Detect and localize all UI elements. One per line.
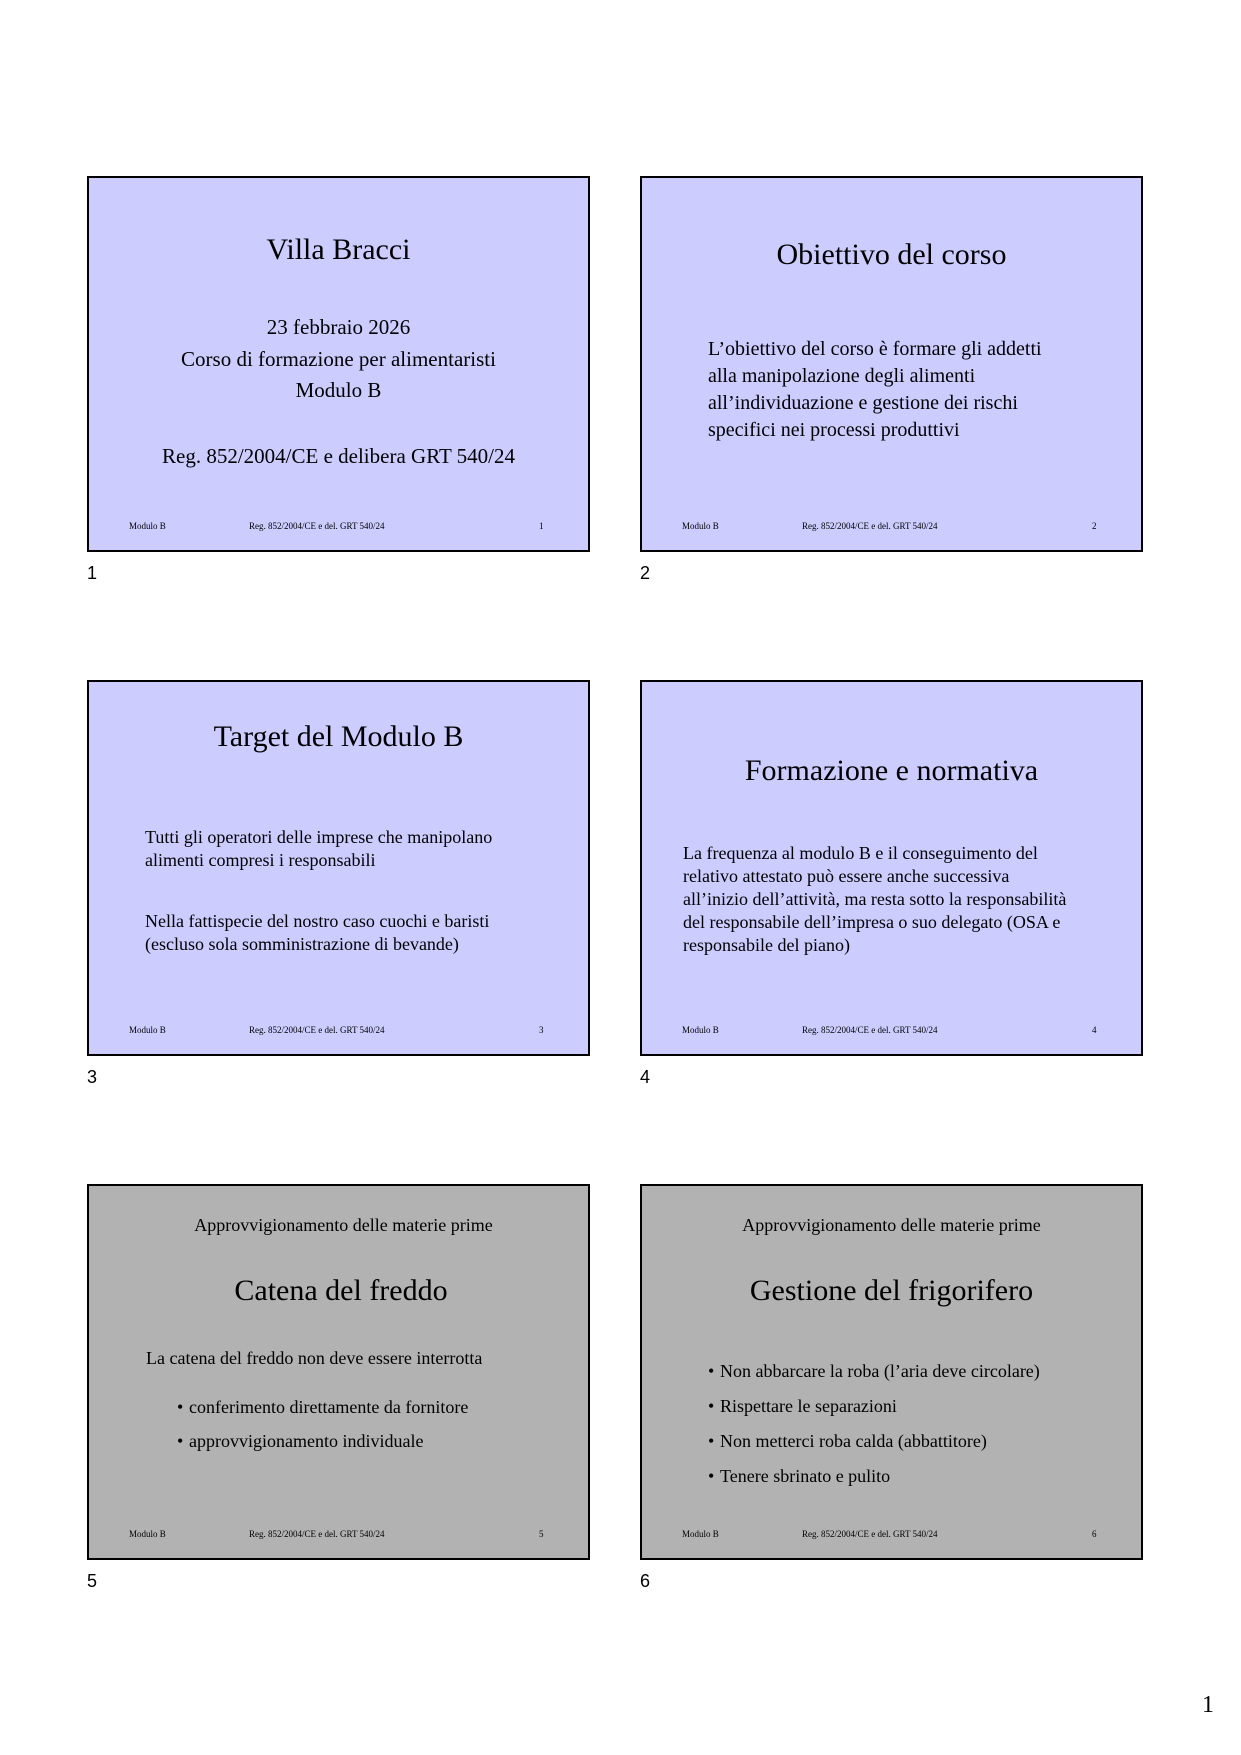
slide-caption: 3 [87,1067,98,1087]
body-line: (escluso sola somministrazione di bevande) [145,934,459,954]
slide-intro: La catena del freddo non deve essere interrotta [146,1348,483,1368]
body-line: all’individuazione e gestione dei rischi [708,392,1018,414]
body-line: Tutti gli operatori delle imprese che manipolano [145,827,493,847]
body-line: La frequenza al modulo B e il conseguimento del [683,843,1038,863]
slide-title: Obiettivo del corso [776,238,1007,271]
footer-center: Reg. 852/2004/CE e del. GRT 540/24 [802,1529,938,1539]
slide-caption: 5 [87,1571,98,1591]
slide-subtitle: Approvvigionamento delle materie prime [194,1215,493,1235]
slide-footer [642,1529,1141,1541]
body-line: all’inizio dell’attività, ma resta sotto la responsabilità [683,889,1067,909]
slide-paragraph [145,826,492,872]
body-line: relativo attestato può essere anche successiva [683,866,1010,886]
slide-body [683,842,1066,957]
slide-1 [87,176,590,552]
footer-left: Modulo B [682,1025,719,1035]
slide-title: Formazione e normativa [744,754,1039,787]
footer-center: Reg. 852/2004/CE e del. GRT 540/24 [802,1025,938,1035]
body-line: alla manipolazione degli alimenti [708,365,976,387]
bullet-item: • conferimento direttamente da fornitore [177,1390,468,1424]
body-line: L’obiettivo del corso è formare gli addetti [708,338,1042,360]
footer-slide-number: 6 [1092,1529,1097,1539]
slide-reference: Reg. 852/2004/CE e delibera GRT 540/24 [162,444,515,468]
slide-footer [642,1025,1141,1037]
body-line: Nella fattispecie del nostro caso cuochi e baristi [145,911,490,931]
footer-slide-number: 4 [1092,1025,1097,1035]
slide-caption: 4 [640,1067,651,1087]
body-line: responsabile del piano) [683,935,850,955]
slide-footer [89,1529,588,1541]
bullet-list [177,1390,468,1458]
slide-paragraph [145,910,489,956]
slide-line: Modulo B [295,378,382,402]
body-line: alimenti compresi i responsabili [145,850,376,870]
bullet-item: • Tenere sbrinato e pulito [708,1459,1040,1494]
footer-slide-number: 5 [539,1529,544,1539]
slide-body [708,336,1042,444]
page-number: 1 [1202,1692,1214,1718]
bullet-item: • approvvigionamento individuale [177,1424,468,1458]
slide-caption: 2 [640,563,651,583]
slide-3 [87,680,590,1056]
footer-left: Modulo B [129,1529,166,1539]
slide-footer [89,521,588,533]
slide-6 [640,1184,1143,1560]
slide-title: Catena del freddo [234,1274,448,1307]
slide-subtitle: Approvvigionamento delle materie prime [742,1215,1041,1235]
footer-center: Reg. 852/2004/CE e del. GRT 540/24 [249,1025,385,1035]
footer-slide-number: 1 [539,521,544,531]
footer-left: Modulo B [129,521,166,531]
bullet-item: • Rispettare le separazioni [708,1389,1040,1424]
slide-line: Corso di formazione per alimentaristi [181,347,496,371]
slide-caption: 1 [87,563,98,583]
slide-title: Villa Bracci [266,233,411,266]
bullet-item: • Non metterci roba calda (abbattitore) [708,1424,1040,1459]
footer-slide-number: 2 [1092,521,1097,531]
slide-line: 23 febbraio 2026 [266,315,411,339]
bullet-item: • Non abbarcare la roba (l’aria deve circolare) [708,1354,1040,1389]
slide-2 [640,176,1143,552]
slide-4 [640,680,1143,1056]
body-line: specifici nei processi produttivi [708,419,960,441]
footer-center: Reg. 852/2004/CE e del. GRT 540/24 [249,521,385,531]
slide-5 [87,1184,590,1560]
footer-left: Modulo B [682,521,719,531]
footer-left: Modulo B [129,1025,166,1035]
footer-center: Reg. 852/2004/CE e del. GRT 540/24 [249,1529,385,1539]
slide-footer [642,521,1141,533]
bullet-list [708,1354,1040,1494]
slide-title: Target del Modulo B [213,720,464,753]
footer-slide-number: 3 [539,1025,544,1035]
body-line: del responsabile dell’impresa o suo delegato (OSA e [683,912,1061,932]
slide-footer [89,1025,588,1037]
footer-left: Modulo B [682,1529,719,1539]
slide-caption: 6 [640,1571,651,1591]
footer-center: Reg. 852/2004/CE e del. GRT 540/24 [802,521,938,531]
slide-title: Gestione del frigorifero [749,1274,1034,1307]
